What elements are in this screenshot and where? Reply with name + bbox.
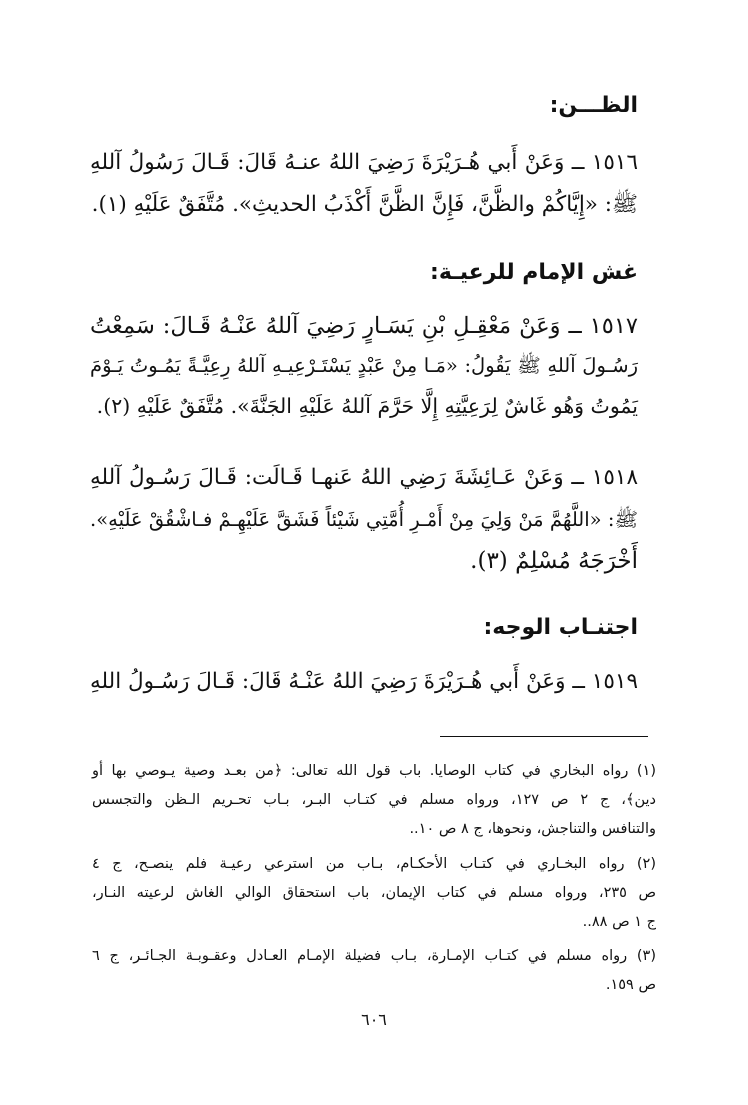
page-number: ٦٠٦ xyxy=(361,1010,387,1029)
hadith-1517-line-1: ١٥١٧ ــ وَعَنْ مَعْقِـلِ بْنِ يَسَـارٍ رَضِيَ آللهُ عَنْـهُ قَـالَ: سَمِعْتُ xyxy=(90,313,638,339)
hadith-1516-line-1: ١٥١٦ ــ وَعَنْ أَبي هُـرَيْرَةَ رَضِيَ اللهُ عنـهُ قَالَ: قَـالَ رَسُولُ آللهِ xyxy=(90,150,638,175)
footnote-separator xyxy=(440,736,648,737)
footnote-2-line-2: ص ٢٣٥، ورواه مسلم في كتاب الإيمان، باب استحقاق الوالي الغاش لرعيته النـار، xyxy=(92,885,656,901)
hadith-1517-line-2: رَسُـولَ آللهِ ﷺ يَقُولُ: «مَـا مِنْ عَبْدٍ يَسْتَـرْعِيـهِ آللهُ رِعِيَّـةً يَمُـوتُ يَـوْمَ xyxy=(90,354,638,377)
section-heading-ruler-deceit: غش الإمام للرعيـة: xyxy=(430,260,638,285)
section-heading-suspicion: الظـــن: xyxy=(549,93,638,118)
hadith-1518-line-2: ﷺ: «اللَّهُمَّ مَنْ وَلِيَ مِنْ أَمْـرِ أُمَّتِي شَيْئاً فَشَقَّ عَلَيْهِـمْ فـاشْقُقْ عَلَيْهِ». xyxy=(90,508,638,531)
hadith-1517-line-3: يَمُوتُ وَهُو غَاشٌ لِرَعِيَّتِهِ إِلَّا حَرَّمَ آللهُ عَلَيْهِ الجَنَّةَ». مُتَّفَقٌ عَلَيْهِ (٢). xyxy=(96,394,638,418)
footnote-1-line-1: (١) رواه البخاري في كتاب الوصايا. باب قول الله تعالى: ﴿من بعـد وصية يـوصي بها أو xyxy=(92,763,656,779)
footnote-2-line-1: (٢) رواه البخـاري في كتـاب الأحكـام، بـاب من استرعي رعيـة فلم ينصـح، ج ٤ xyxy=(92,856,656,872)
footnote-3-line-2: ص ١٥٩. xyxy=(605,977,656,993)
hadith-1518-line-1: ١٥١٨ ــ وَعَنْ عَـائِشَةَ رَضِي اللهُ عَنهـا قَـالَت: قَـالَ رَسُـولُ آللهِ xyxy=(90,465,638,490)
hadith-1516-line-2: ﷺ: «إِيَّاكُمْ والظَّنَّ، فَإِنَّ الظَّنَّ أَكْذَبُ الحديثِ». مُتَّفَقٌ عَلَيْهِ (١). xyxy=(91,192,638,217)
hadith-1519-line-1: ١٥١٩ ــ وَعَنْ أَبي هُـرَيْرَةَ رَضِيَ اللهُ عَنْـهُ قَالَ: قَـالَ رَسُـولُ اللهِ xyxy=(90,669,638,694)
footnote-2-line-3: ج ١ ص ٨٨.. xyxy=(582,914,656,930)
footnote-1-line-3: والتنافس والتناجش، ونحوها، ج ٨ ص ١٠.. xyxy=(409,821,656,837)
footnote-3-line-1: (٣) رواه مسلم في كتـاب الإمـارة، بـاب فضيلة الإمـام العـادل وعقـوبـة الجـائـر، ج ٦ xyxy=(92,948,656,964)
section-heading-avoid-face: اجتنـاب الوجه: xyxy=(483,615,638,640)
hadith-1518-line-3: أَخْرَجَهُ مُسْلِمٌ (٣). xyxy=(470,548,638,574)
footnote-1-line-2: دين﴾، ج ٢ ص ١٢٧، ورواه مسلم في كتـاب البـر، بـاب تحـريم الـظن والتجسس xyxy=(92,792,656,808)
